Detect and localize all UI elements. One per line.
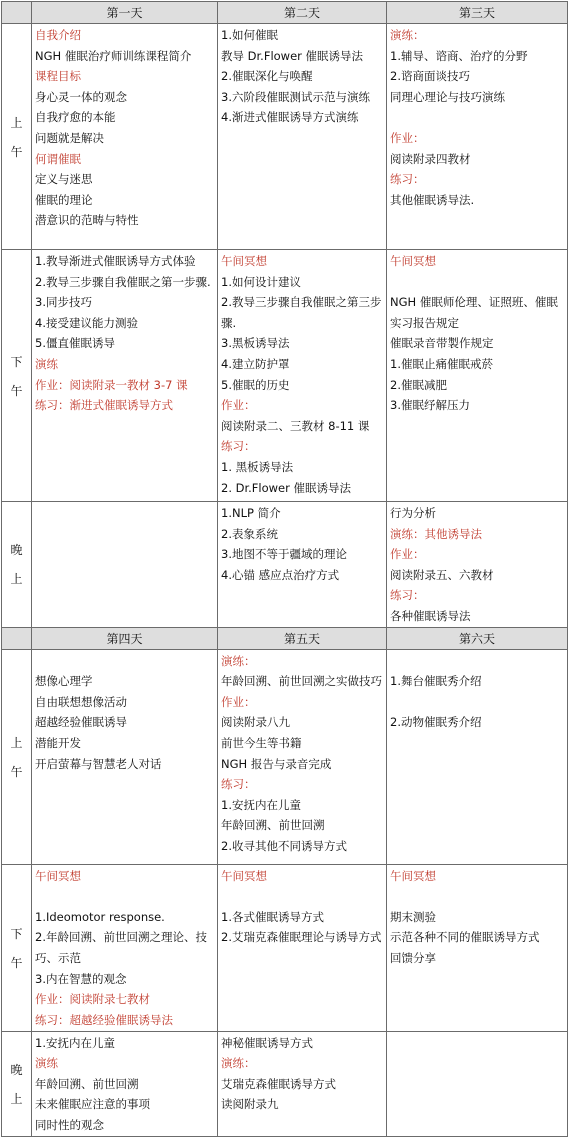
schedule-line: 1.舞台催眠秀介绍: [390, 674, 482, 689]
schedule-line: 其他催眠诱导法.: [390, 192, 475, 207]
session-row: [2, 649, 568, 864]
schedule-cell: [387, 649, 568, 864]
schedule-line: 年龄回溯、前世回溯: [221, 818, 325, 833]
schedule-line: 练习：: [390, 588, 425, 603]
session-label: [2, 1031, 32, 1136]
schedule-line: 同理心理论与技巧演练: [390, 89, 505, 104]
session-row: [2, 1031, 568, 1136]
schedule-line: 各种催眠诱导法: [390, 608, 471, 623]
schedule-line: 作业：阅读附录七教材: [35, 992, 150, 1007]
session-label-char: 上: [10, 115, 23, 130]
schedule-line: 2.动物催眠秀介绍: [390, 715, 482, 730]
schedule-line: 巧、示范: [35, 950, 81, 965]
schedule-line: 2.年龄回溯、前世回溯之理论、技: [35, 930, 207, 945]
session-label-char: 上: [10, 572, 23, 587]
schedule-line: [390, 692, 565, 713]
session-label: [2, 24, 32, 250]
schedule-line: 阅读附录四教材: [390, 151, 471, 166]
schedule-line: 2. Dr.Flower 催眠诱导法: [221, 480, 352, 495]
schedule-line: 演练：: [221, 653, 256, 668]
session-row: [2, 864, 568, 1031]
schedule-line: 问题就是解决: [35, 130, 104, 145]
schedule-line: NGH 报告与录音完成: [221, 756, 332, 771]
schedule-line: 3.地图不等于疆域的理论: [221, 547, 347, 562]
schedule-line: 阅读附录五、六教材: [390, 567, 494, 582]
schedule-line: [35, 886, 215, 907]
day-header: 第一天: [32, 2, 218, 24]
course-schedule-table: [1, 1, 568, 1137]
schedule-line: 练习：: [390, 172, 425, 187]
schedule-line: NGH 催眠治疗师训练课程简介: [35, 48, 192, 63]
schedule-line: 练习：渐进式催眠诱导方式: [35, 398, 173, 413]
schedule-line: 1.如何催眠: [221, 28, 278, 42]
session-label: [2, 502, 32, 628]
schedule-line: 2.教导三步骤自我催眠之第三步: [221, 295, 382, 310]
schedule-line: [35, 651, 215, 672]
schedule-line: 前世今生等书籍: [221, 735, 302, 750]
session-label-char: 上: [10, 1091, 23, 1106]
schedule-line: 4.建立防护罩: [221, 356, 290, 371]
schedule-line: [390, 107, 565, 128]
schedule-line: 1. 黑板诱导法: [221, 459, 294, 474]
schedule-line: 开启萤幕与智慧老人对话: [35, 756, 162, 771]
schedule-line: 练习：: [221, 439, 256, 454]
schedule-line: 潜能开发: [35, 735, 81, 750]
schedule-line: 2.谘商面谈技巧: [390, 69, 470, 84]
schedule-line: 2.教导三步骤自我催眠之第一步骤.: [35, 274, 211, 289]
schedule-line: 午间冥想: [221, 868, 267, 883]
schedule-cell: [218, 250, 387, 502]
schedule-line: 自我疗愈的本能: [35, 110, 116, 125]
schedule-line: 5.僵直催眠诱导: [35, 336, 115, 351]
schedule-line: 3.六阶段催眠测试示范与演练: [221, 89, 370, 104]
schedule-line: 身心灵一体的观念: [35, 89, 127, 104]
schedule-cell: [32, 502, 218, 628]
schedule-line: 定义与迷思: [35, 172, 93, 187]
schedule-line: 潜意识的范畴与特性: [35, 213, 139, 228]
schedule-cell: [387, 502, 568, 628]
schedule-line: 演练：: [221, 1056, 256, 1071]
schedule-line: 课程目标: [35, 69, 81, 84]
schedule-line: 阅读附录八九: [221, 715, 290, 730]
schedule-line: 想像心理学: [35, 674, 93, 689]
session-row: [2, 250, 568, 502]
header-corner-cell: [2, 2, 32, 24]
schedule-line: 1.教导渐进式催眠诱导方式体验: [35, 254, 196, 268]
schedule-cell: [387, 864, 568, 1031]
session-label-char: 午: [10, 955, 23, 970]
schedule-line: 5.催眠的历史: [221, 377, 290, 392]
schedule-line: 3.内在智慧的观念: [35, 971, 127, 986]
schedule-line: 1.催眠止痛催眠戒菸: [390, 356, 493, 371]
schedule-line: 1.安抚内在儿童: [35, 1035, 115, 1050]
day-header: 第二天: [218, 2, 387, 24]
schedule-line: 1.如何设计建议: [221, 274, 301, 289]
schedule-line: 超越经验催眠诱导: [35, 715, 127, 730]
schedule-line: 何谓催眠: [35, 151, 81, 166]
schedule-line: 4.心锚 感应点治疗方式: [221, 567, 340, 582]
schedule-line: 催眠的理论: [35, 192, 93, 207]
schedule-line: 2.表象系统: [221, 526, 278, 541]
session-label: [2, 250, 32, 502]
header-corner-cell: [2, 627, 32, 649]
schedule-line: 作业：: [390, 130, 425, 145]
schedule-line: 4.接受建议能力测验: [35, 315, 138, 330]
schedule-line: 2.催眠减肥: [390, 377, 447, 392]
day-header: 第六天: [387, 627, 568, 649]
schedule-cell: [32, 649, 218, 864]
schedule-line: 练习：超越经验催眠诱导法: [35, 1012, 173, 1027]
schedule-line: 骤.: [221, 315, 237, 330]
schedule-cell: [32, 24, 218, 250]
session-label: [2, 864, 32, 1031]
schedule-line: 作业：阅读附录一教材 3-7 课: [35, 377, 188, 392]
schedule-line: 同时性的观念: [35, 1117, 104, 1132]
schedule-line: 午间冥想: [35, 868, 81, 883]
schedule-line: 神秘催眠诱导方式: [221, 1035, 313, 1050]
schedule-line: 1.NLP 简介: [221, 506, 281, 520]
schedule-cell: [32, 1031, 218, 1136]
schedule-cell: [218, 649, 387, 864]
schedule-line: 年龄回溯、前世回溯: [35, 1076, 139, 1091]
schedule-line: 1.辅导、谘商、治疗的分野: [390, 48, 528, 63]
schedule-line: 2.收寻其他不同诱导方式: [221, 838, 347, 853]
schedule-line: 艾瑞克森催眠诱导方式: [221, 1076, 336, 1091]
schedule-line: 1.安抚内在儿童: [221, 797, 301, 812]
schedule-line: 年龄回溯、前世回溯之实做技巧: [221, 674, 382, 689]
schedule-line: 回馈分享: [390, 950, 436, 965]
session-label-char: 午: [10, 383, 23, 398]
schedule-line: 1.各式催眠诱导方式: [221, 909, 324, 924]
session-label: [2, 649, 32, 864]
schedule-cell: [218, 502, 387, 628]
schedule-line: 午间冥想: [390, 868, 436, 883]
schedule-line: 演练: [35, 356, 58, 371]
session-label-char: 下: [10, 354, 23, 369]
day-header: 第三天: [387, 2, 568, 24]
schedule-cell: [218, 1031, 387, 1136]
schedule-line: 2.艾瑞克森催眠理论与诱导方式: [221, 930, 382, 945]
session-row: [2, 502, 568, 628]
schedule-line: 演练: [35, 1056, 58, 1071]
schedule-cell: [32, 864, 218, 1031]
schedule-cell: [218, 864, 387, 1031]
schedule-line: [390, 651, 565, 672]
schedule-line: NGH 催眠师伦理、证照班、催眠: [390, 295, 558, 310]
schedule-line: 未来催眠应注意的事项: [35, 1097, 150, 1112]
day-header: 第四天: [32, 627, 218, 649]
schedule-line: 自我介绍: [35, 28, 81, 42]
schedule-line: 自由联想想像活动: [35, 694, 127, 709]
schedule-line: 作业：: [390, 547, 425, 562]
schedule-line: 4.渐进式催眠诱导方式演练: [221, 110, 359, 125]
schedule-line: 3.催眠纾解压力: [390, 398, 470, 413]
schedule-line: 阅读附录二、三教材 8-11 课: [221, 418, 370, 433]
schedule-cell: [32, 250, 218, 502]
schedule-line: 2.催眠深化与唤醒: [221, 69, 313, 84]
schedule-cell: [387, 24, 568, 250]
schedule-line: 午间冥想: [221, 254, 267, 268]
schedule-line: 练习：: [221, 777, 256, 792]
week-header-row: [2, 2, 568, 24]
schedule-line: 实习报告规定: [390, 315, 459, 330]
schedule-line: 3.黑板诱导法: [221, 336, 290, 351]
schedule-line: 行为分析: [390, 506, 436, 520]
session-label-char: 午: [10, 764, 23, 779]
schedule-cell: [218, 24, 387, 250]
schedule-line: 催眠录音带製作规定: [390, 336, 494, 351]
schedule-line: 示范各种不同的催眠诱导方式: [390, 930, 540, 945]
schedule-line: [390, 886, 565, 907]
schedule-line: [221, 886, 384, 907]
schedule-line: 读阅附录九: [221, 1097, 279, 1112]
schedule-body: [2, 2, 568, 1137]
schedule-line: [390, 272, 565, 293]
session-label-char: 午: [10, 144, 23, 159]
schedule-line: 演练：其他诱导法: [390, 526, 482, 541]
schedule-line: 演练：: [390, 28, 425, 42]
session-label-char: 上: [10, 735, 23, 750]
schedule-line: 教导 Dr.Flower 催眠诱导法: [221, 48, 364, 63]
session-label-char: 晚: [10, 1062, 23, 1077]
schedule-line: 3.同步技巧: [35, 295, 92, 310]
session-label-char: 晚: [10, 543, 23, 558]
schedule-line: 期末测验: [390, 909, 436, 924]
session-label-char: 下: [10, 926, 23, 941]
schedule-line: 作业：: [221, 398, 256, 413]
session-row: [2, 24, 568, 250]
schedule-line: 1.Ideomotor response.: [35, 909, 165, 924]
schedule-cell: [387, 250, 568, 502]
schedule-cell: [387, 1031, 568, 1136]
schedule-line: 午间冥想: [390, 254, 436, 268]
week-header-row: [2, 627, 568, 649]
schedule-line: 作业：: [221, 694, 256, 709]
day-header: 第五天: [218, 627, 387, 649]
